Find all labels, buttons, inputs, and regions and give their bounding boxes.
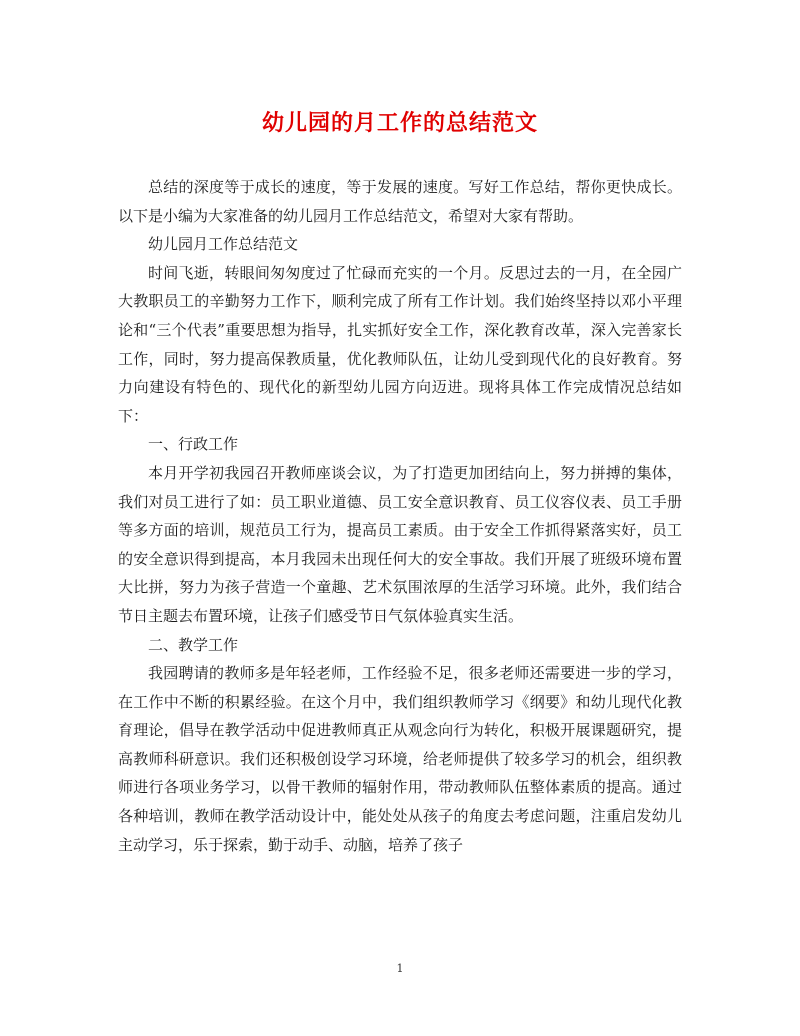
section-heading-admin: 一、行政工作	[148, 435, 239, 454]
body-paragraph: 时间飞逝，转眼间匆匆度过了忙碌而充实的一个月。反思过去的一月，在全园广大教职员工的辛勤努力工作下，顺利完成了所有工作计划。我们始终坚持以邓小平理论和“三个代表”重要思想为指导，扎实抓好安全工作，深化教育改革，深入完善家长工作，同时，努力提高保教质量，优化教师队伍，让幼儿受到现代化的良好教育。努力向建设有特色的、现代化的新型幼儿园方向迈进。现将具体工作完成情况总结如下：	[118, 263, 682, 425]
body-paragraph: 我园聘请的教师多是年轻老师，工作经验不足，很多老师还需要进一步的学习，在工作中不断的积累经验。在这个月中，我们组织教师学习《纲要》和幼儿现代化教育理论，倡导在教学活动中促进教师真正从观念向行为转化，积极开展课题研究，提高教师科研意识。我们还积极创设学习环境，给老师提供了较多学习的机会，组织教师进行各项业务学习，以骨干教师的辐射作用，带动教师队伍整体素质的提高。通过各种培训，教师在教学活动设计中，能处处从孩子的角度去考虑问题，注重启发幼儿主动学习，乐于探索，勤于动手、动脑，培养了孩子	[118, 664, 682, 854]
section-heading-teaching: 二、教学工作	[148, 635, 239, 654]
subtitle-paragraph: 幼儿园月工作总结范文	[148, 235, 299, 254]
document-body	[118, 173, 682, 859]
page-number: 1	[396, 962, 404, 975]
intro-paragraph: 总结的深度等于成长的速度，等于发展的速度。写好工作总结，帮你更快成长。以下是小编为大家准备的幼儿园月工作总结范文，希望对大家有帮助。	[118, 178, 682, 225]
document-title: 幼儿园的月工作的总结范文	[261, 110, 538, 136]
body-paragraph: 本月开学初我园召开教师座谈会议，为了打造更加团结向上，努力拼搏的集体，我们对员工进行了如：员工职业道德、员工安全意识教育、员工仪容仪表、员工手册等多方面的培训，规范员工行为，提高员工素质。由于安全工作抓得紧落实好，员工的安全意识得到提高，本月我园未出现任何大的安全事故。我们开展了班级环境布置大比拼，努力为孩子营造一个童趣、艺术氛围浓厚的生活学习环境。此外，我们结合节日主题去布置环境，让孩子们感受节日气氛体验真实生活。	[118, 463, 682, 625]
